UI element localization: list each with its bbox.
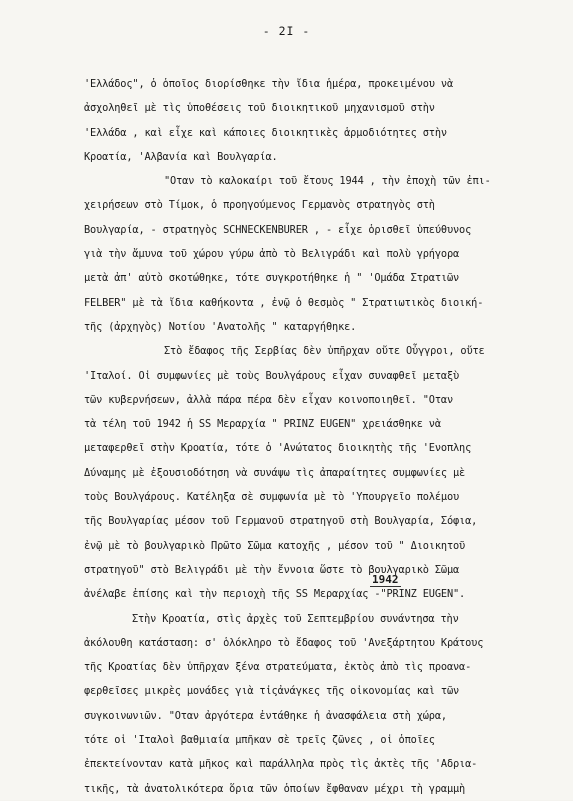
text-line: γιὰ τὴν ἄμυνα τοῦ χώρου γύρω ἀπὸ τὸ Βελιγράδι καὶ πολὺ γρήγορα — [84, 248, 460, 261]
text-line: χειρήσεων στὸ Τίμοκ, ὁ προηγούμενος Γερμανὸς στρατηγὸς στὴ — [84, 199, 435, 212]
text-line: 'Ιταλοί. Οἱ συμφωνίες μὲ τοὺς Βουλγάρους εἶχαν συναφθεῖ μεταξὺ — [84, 369, 460, 382]
text-line: στρατηγοῦ" στὸ Βελιγράδι μὲ τὴν ἔννοια ὥστε τὸ βουλγαρικὸ Σῶμα — [84, 563, 460, 576]
text-line: Δύναμης μὲ ἐξουσιοδότηση νὰ συνάψω τὶς ἀπαραίτητες συμφωνίες μὲ — [84, 466, 466, 479]
text-line: τῶν κυβερνήσεων, ἀλλὰ πάρα πέρα δὲν εἶχαν κοινοποιηθεῖ. "Οταν — [84, 393, 454, 406]
text-line: μεταφερθεῖ στὴν Κροατία, τότε ὁ 'Ανώτατος διοικητὴς τῆς 'Ενοπλης — [84, 442, 472, 455]
text-line: μετὰ ἀπ' αὐτὸ σκοτώθηκε, τότε συγκροτήθηκε ἡ " 'Ομάδα Στρατιῶν — [84, 272, 460, 285]
text-line: τῆς (ἀρχηγὸς) Νοτίου 'Ανατολῆς " καταργήθηκε. — [84, 320, 357, 333]
text-line: Κροατία, 'Αλβανία καὶ Βουλγαρία. — [84, 150, 278, 163]
text-line: ἀνέλαβε ἐπίσης καὶ τὴν περιοχὴ τῆς SS Μεραρχίας -"PRINZ EUGEN". — [84, 588, 466, 601]
handwritten-year-annotation: 1942 — [372, 573, 399, 586]
text-line: ἐπεκτείνονταν κατὰ μῆκος καὶ παράλληλα πρὸς τὶς ἀκτὲς τῆς 'Αδρια- — [84, 758, 478, 771]
page-number: - 2I - — [262, 24, 311, 38]
text-line: Στὴν Κροατία, στὶς ἀρχὲς τοῦ Σεπτεμβρίου συνάντησα τὴν — [132, 612, 459, 625]
text-line: τικῆς, τὰ ἀνατολικότερα ὅρια τῶν ὁποίων ἔφθαναν μέχρι τὴ γραμμὴ — [84, 782, 466, 795]
text-line: συγκοινωνιῶν. "Οταν ἀργότερα ἐντάθηκε ἡ ἀνασφάλεια στὴ χώρα, — [84, 709, 447, 722]
text-line: τὰ τέλη τοῦ 1942 ἡ SS Μεραρχία " PRINZ EUGEN" χρειάσθηκε νὰ — [84, 418, 441, 431]
text-line: Βουλγαρία, - στρατηγὸς SCHNECKENBURER , - εἶχε ὁρισθεῖ ὑπεύθυνος — [84, 223, 472, 236]
text-line: 'Ελλάδα , καὶ εἶχε καὶ κάποιες διοικητικὲς ἁρμοδιότητες στὴν — [84, 126, 447, 139]
text-line: "Οταν τὸ καλοκαίρι τοῦ ἔτους 1944 , τὴν ἐποχὴ τῶν ἐπι- — [164, 175, 491, 188]
text-line: 'Ελλάδος", ὁ ὁποῖος διορίσθηκε τὴν ἴδια ἡμέρα, προκειμένου νὰ — [84, 78, 454, 90]
text-line: τῆς Βουλγαρίας μέσον τοῦ Γερμανοῦ στρατηγοῦ στὴ Βουλγαρία, Σόφια, — [84, 515, 478, 528]
text-line: τοὺς Βουλγάρους. Κατέληξα σὲ συμφωνία μὲ τὸ 'Υπουργεῖο πολέμου — [84, 491, 460, 504]
text-line: φερθεῖσες μικρὲς μονάδες γιὰ τἰςἀνάγκες τῆς οἰκονομίας καὶ τῶν — [84, 685, 460, 698]
text-line: τῆς Κροατίας δὲν ὑπῆρχαν ξένα στρατεύματα, ἐκτὸς ἀπὸ τὶς προανα- — [84, 661, 472, 674]
text-line: ἀσχοληθεῖ μὲ τὶς ὑποθέσεις τοῦ διοικητικοῦ μηχανισμοῦ στὴν — [84, 102, 435, 115]
text-line: ἀκόλουθη κατάσταση: σ' ὁλόκληρο τὸ ἔδαφος τοῦ 'Ανεξάρτητου Κράτους — [84, 636, 484, 649]
body-text — [84, 72, 564, 801]
text-line: FELBER" μὲ τὰ ἴδια καθήκοντα , ἐνῷ ὁ θεσμὸς " Στρατιωτικὸς διοική- — [84, 296, 484, 309]
text-line: ἐνῷ μὲ τὸ βουλγαρικὸ Πρῶτο Σῶμα κατοχῆς , μέσον τοῦ " Διοικητοῦ — [84, 539, 466, 552]
text-line: Στὸ ἔδαφος τῆς Σερβίας δὲν ὑπῆρχαν οὔτε Οὖγγροι, οὔτε — [164, 345, 485, 358]
text-line: τότε οἱ 'Ιταλοὶ βαθμιαία μπῆκαν σὲ τρεῖς ζῶνες , οἱ ὁποῖες — [84, 734, 435, 747]
